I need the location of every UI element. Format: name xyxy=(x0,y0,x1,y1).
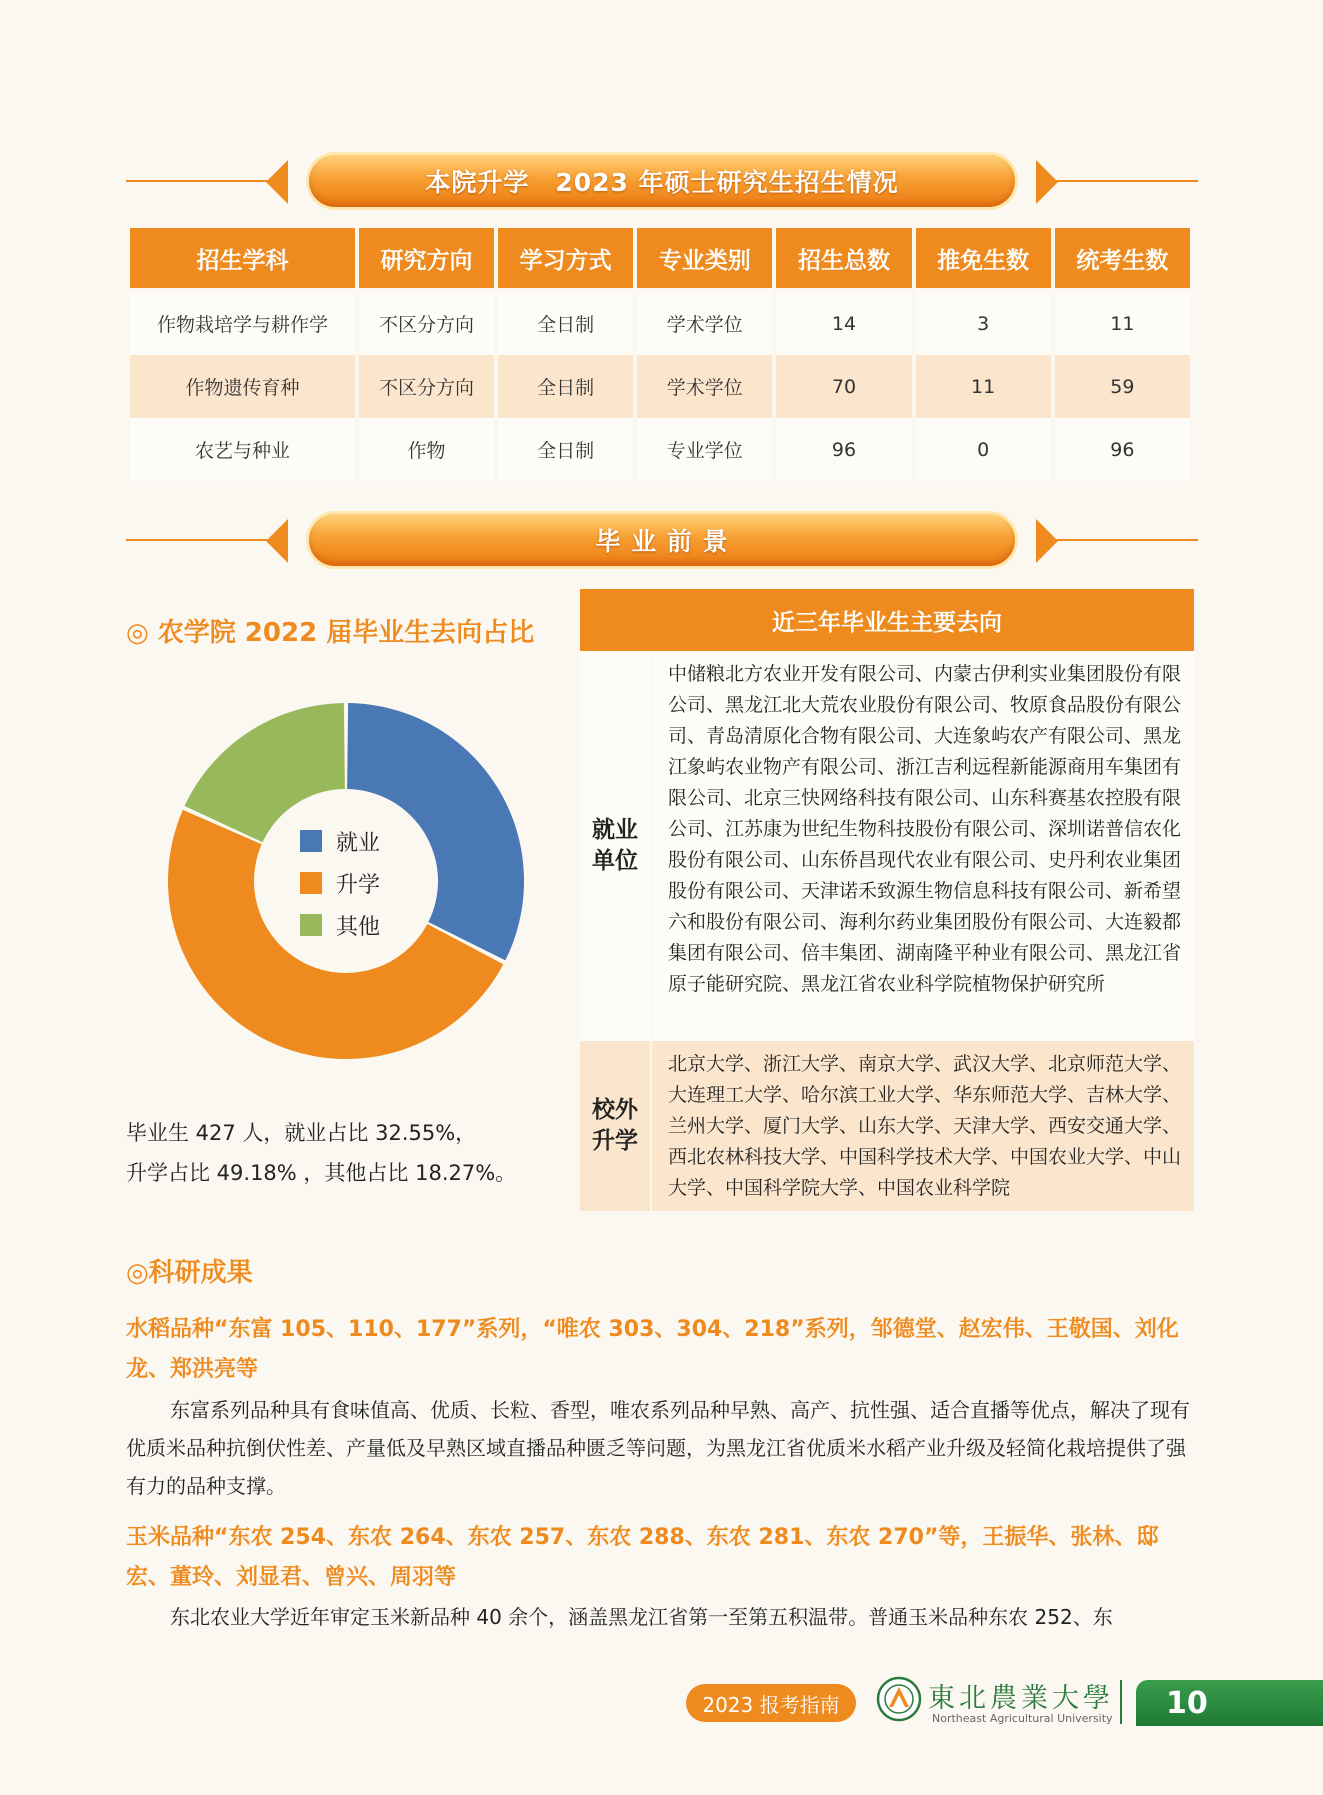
table-cell: 专业学位 xyxy=(637,418,772,481)
table-row xyxy=(130,292,1190,355)
university-seal-icon xyxy=(876,1676,922,1722)
table-header: 招生学科 xyxy=(130,228,355,292)
table-cell: 全日制 xyxy=(498,292,633,355)
banner-arrow-right-icon xyxy=(1036,160,1058,204)
table-cell: 全日制 xyxy=(498,355,633,418)
banner-line-left xyxy=(126,539,276,541)
banner-line-right xyxy=(1048,539,1198,541)
legend-item-other xyxy=(300,904,380,946)
banner-line-left xyxy=(126,180,276,182)
destinations-row-further-study xyxy=(580,1041,1194,1211)
destinations-row-employment xyxy=(580,651,1194,1041)
research-item-2-text: 东北农业大学近年审定玉米新品种 40 余个，涵盖黑龙江省第一至第五积温带。普通玉米品种东农 252、东 xyxy=(170,1605,1113,1629)
legend-item-further-study xyxy=(300,862,380,904)
table-cell: 0 xyxy=(916,418,1051,481)
legend-swatch xyxy=(300,914,322,936)
table-cell: 农艺与种业 xyxy=(130,418,355,481)
section-banner-prospects xyxy=(126,511,1198,571)
destinations-header: 近三年毕业生主要去向 xyxy=(580,589,1194,651)
legend-label: 其他 xyxy=(336,914,381,940)
destinations-row-text: 北京大学、浙江大学、南京大学、武汉大学、北京师范大学、大连理工大学、哈尔滨工业大学、华东师范大学、吉林大学、兰州大学、厦门大学、山东大学、天津大学、西安交通大学、西北农林科技大学、中国科学技术大学、中国农业大学、中山大学、中国科学院大学、中国农业科学院 xyxy=(668,1053,1182,1199)
banner-arrow-right-icon xyxy=(1036,519,1058,563)
destinations-row-text: 中储粮北方农业开发有限公司、内蒙古伊利实业集团股份有限公司、黑龙江北大荒农业股份有限公司、牧原食品股份有限公司、青岛清原化合物有限公司、大连象屿农产有限公司、黑龙江象屿农业物产有限公司、浙江吉利远程新能源商用车集团有限公司、北京三快网络科技有限公司、山东科赛基农控股有限公司、江苏康为世纪生物科技股份有限公司、深圳诺普信农化股份有限公司、山东侨昌现代农业有限公司、史丹利农业集团股份有限公司、天津诺禾致源生物信息科技有限公司、新希望六和股份有限公司、海利尔药业集团股份有限公司、大连毅都集团有限公司、倍丰集团、湖南隆平种业有限公司、黑龙江省原子能研究院、黑龙江省农业科学院植物保护研究所 xyxy=(668,663,1182,995)
research-item-1-heading: 水稻品种“东富 105、110、177”系列，“唯农 303、304、218”系列，邹德堂、赵宏伟、王敬国、刘化龙、郑洪亮等 xyxy=(126,1317,1179,1382)
table-cell: 59 xyxy=(1055,355,1190,418)
footer-divider xyxy=(1120,1680,1122,1724)
research-item-1-text: 东富系列品种具有食味值高、优质、长粒、香型，唯农系列品种早熟、高产、抗性强、适合直播等优点，解决了现有优质米品种抗倒伏性差、产量低及早熟区域直播品种匮乏等问题，为黑龙江省优质米水稻产业升级及轻简化栽培提供了强有力的品种支撑。 xyxy=(126,1398,1190,1498)
banner-title: 毕 业 前 景 xyxy=(306,511,1018,569)
legend-label: 升学 xyxy=(336,872,381,898)
university-name: 東北農業大學 xyxy=(928,1683,1114,1714)
table-cell: 作物 xyxy=(359,418,494,481)
pie-chart-title: ◎ 农学院 2022 届毕业生去向占比 xyxy=(126,618,535,648)
research-section-title: ◎科研成果 xyxy=(126,1258,253,1288)
table-row xyxy=(130,355,1190,418)
destinations-row-label xyxy=(580,651,652,1041)
section-banner-admissions xyxy=(126,152,1198,212)
table-header: 统考生数 xyxy=(1055,228,1190,292)
legend-swatch xyxy=(300,872,322,894)
page-number: 10 xyxy=(1136,1680,1323,1726)
pie-caption-line-1: 毕业生 427 人，就业占比 32.55%， xyxy=(126,1121,477,1145)
table-header: 研究方向 xyxy=(359,228,494,292)
destinations-label-text: 就业单位 xyxy=(592,817,638,874)
table-cell: 作物栽培学与耕作学 xyxy=(130,292,355,355)
banner-line-right xyxy=(1048,180,1198,182)
table-cell: 不区分方向 xyxy=(359,355,494,418)
table-cell: 11 xyxy=(916,355,1051,418)
destinations-label-text: 校外升学 xyxy=(592,1097,638,1154)
chart-legend xyxy=(300,820,380,946)
table-cell: 不区分方向 xyxy=(359,292,494,355)
table-cell: 3 xyxy=(916,292,1051,355)
table-cell: 学术学位 xyxy=(637,355,772,418)
table-header: 学习方式 xyxy=(498,228,633,292)
table-cell: 学术学位 xyxy=(637,292,772,355)
table-cell: 作物遗传育种 xyxy=(130,355,355,418)
banner-arrow-left-icon xyxy=(266,160,288,204)
destinations-table xyxy=(580,589,1194,1211)
table-cell: 全日制 xyxy=(498,418,633,481)
legend-swatch xyxy=(300,830,322,852)
legend-item-employment xyxy=(300,820,380,862)
table-cell: 70 xyxy=(776,355,911,418)
research-item-2-heading: 玉米品种“东农 254、东农 264、东农 257、东农 288、东农 281、东农 270”等，王振华、张林、邸宏、董玲、刘显君、曾兴、周羽等 xyxy=(126,1525,1159,1590)
footer-guide-badge: 2023 报考指南 xyxy=(686,1684,856,1722)
legend-label: 就业 xyxy=(336,830,381,856)
university-name-english: Northeast Agricultural University xyxy=(932,1712,1113,1725)
table-row xyxy=(130,418,1190,481)
table-header: 推免生数 xyxy=(916,228,1051,292)
admissions-table xyxy=(126,228,1194,481)
table-header: 专业类别 xyxy=(637,228,772,292)
table-header-row xyxy=(130,228,1190,292)
table-cell: 96 xyxy=(776,418,911,481)
table-header: 招生总数 xyxy=(776,228,911,292)
banner-arrow-left-icon xyxy=(266,519,288,563)
table-cell: 11 xyxy=(1055,292,1190,355)
pie-caption-line-2: 升学占比 49.18% ，其他占比 18.27%。 xyxy=(126,1161,517,1185)
table-cell: 14 xyxy=(776,292,911,355)
table-cell: 96 xyxy=(1055,418,1190,481)
banner-title: 本院升学 2023 年硕士研究生招生情况 xyxy=(306,152,1018,210)
destinations-row-label xyxy=(580,1041,652,1211)
